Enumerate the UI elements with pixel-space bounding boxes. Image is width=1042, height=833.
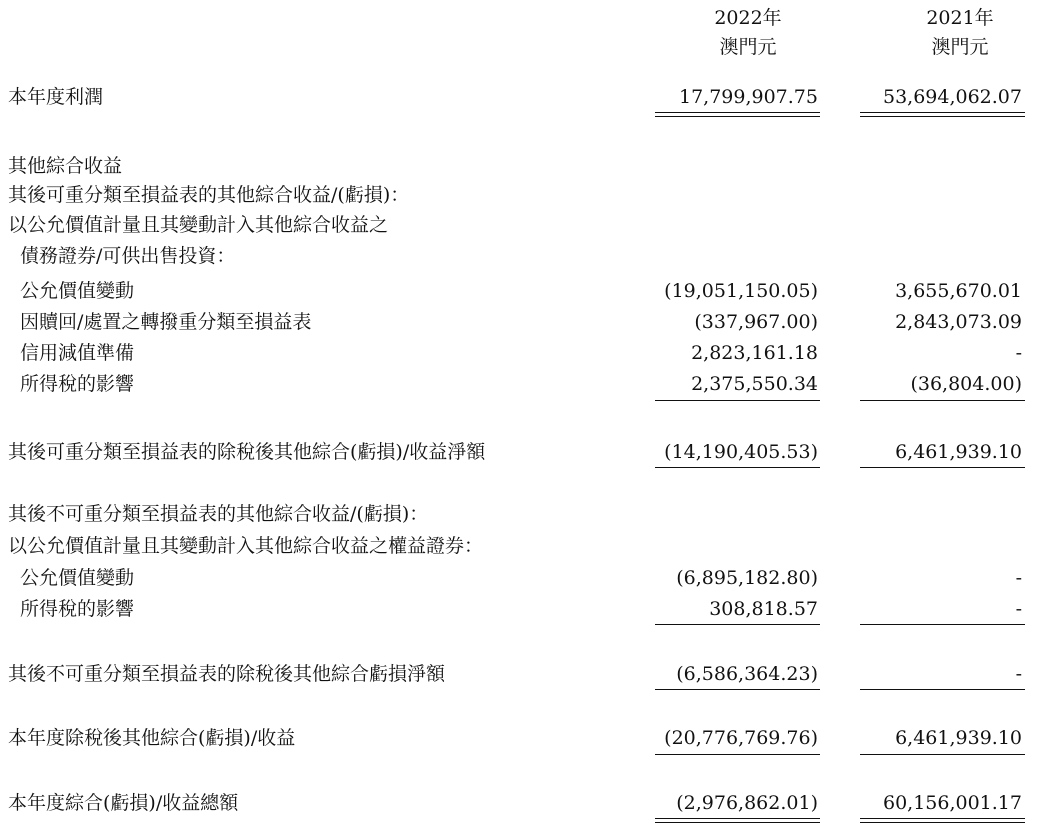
profit-2021-underline (860, 112, 1025, 113)
tax-effect-equity-label: 所得稅的影響 (20, 598, 135, 620)
reclassifiable-net-2022-underline (655, 467, 820, 468)
tax-effect-equity-2022-underline (655, 624, 820, 625)
non-reclassifiable-net-2022: (6,586,364.23) (676, 663, 818, 685)
credit-impairment-label: 信用減值準備 (20, 342, 135, 364)
oci-total-2022: (20,776,769.76) (664, 727, 818, 749)
profit-2022-underline (655, 112, 820, 113)
oci-total-2021-underline (860, 754, 1025, 755)
currency-2022-header: 澳門元 (719, 36, 777, 58)
tax-effect-equity-2021-underline (860, 624, 1025, 625)
fv-change-label: 公允價值變動 (20, 280, 135, 302)
total-comprehensive-2022-double-underline (655, 822, 820, 823)
total-comprehensive-label: 本年度綜合(虧損)/收益總額 (8, 792, 239, 814)
tax-effect-2022-underline (655, 400, 820, 401)
profit-label: 本年度利潤 (8, 86, 104, 108)
reclassifiable-heading: 其後可重分類至損益表的其他綜合收益/(虧損)： (8, 184, 410, 206)
profit-2022-double-underline (655, 116, 820, 117)
year-2021-header: 2021年 (926, 7, 994, 29)
oci-title: 其他綜合收益 (8, 155, 123, 177)
currency-2021-header: 澳門元 (931, 36, 989, 58)
reclassifiable-net-label: 其後可重分類至損益表的除稅後其他綜合(虧損)/收益淨額 (8, 441, 486, 463)
tax-effect-2021-underline (860, 400, 1025, 401)
reclassification-2021: 2,843,073.09 (895, 311, 1022, 333)
fv-change-equity-label: 公允價值變動 (20, 567, 135, 589)
reclassifiable-net-2021-underline (860, 467, 1025, 468)
non-reclassifiable-net-2021: - (1015, 663, 1022, 685)
total-comprehensive-2022-underline (655, 818, 820, 819)
profit-2021: 53,694,062.07 (882, 86, 1022, 108)
total-comprehensive-2022: (2,976,862.01) (676, 792, 818, 814)
profit-2022: 17,799,907.75 (678, 86, 818, 108)
profit-2021-double-underline (860, 116, 1025, 117)
tax-effect-equity-2022: 308,818.57 (709, 598, 818, 620)
fv-change-2021: 3,655,670.01 (895, 280, 1022, 302)
credit-impairment-2021: - (1015, 342, 1022, 364)
credit-impairment-2022: 2,823,161.18 (691, 342, 818, 364)
total-comprehensive-2021-double-underline (860, 822, 1025, 823)
total-comprehensive-2021: 60,156,001.17 (882, 792, 1022, 814)
tax-effect-label: 所得稅的影響 (20, 373, 135, 395)
oci-total-2022-underline (655, 754, 820, 755)
reclassification-label: 因贖回/處置之轉撥重分類至損益表 (20, 311, 312, 333)
non-reclassifiable-net-label: 其後不可重分類至損益表的除稅後其他綜合虧損淨額 (8, 663, 446, 685)
tax-effect-2022: 2,375,550.34 (691, 373, 818, 395)
year-2022-header: 2022年 (714, 7, 782, 29)
total-comprehensive-2021-underline (860, 818, 1025, 819)
reclassifiable-net-2022: (14,190,405.53) (664, 441, 818, 463)
fv-change-equity-2022: (6,895,182.80) (676, 567, 818, 589)
debt-securities-heading-line2: 債務證券/可供出售投資： (20, 245, 236, 267)
non-reclassifiable-heading: 其後不可重分類至損益表的其他綜合收益/(虧損)： (8, 503, 429, 525)
reclassification-2022: (337,967.00) (694, 311, 818, 333)
fv-change-2022: (19,051,150.05) (664, 280, 818, 302)
oci-total-2021: 6,461,939.10 (895, 727, 1022, 749)
fv-change-equity-2021: - (1015, 567, 1022, 589)
reclassifiable-net-2021: 6,461,939.10 (895, 441, 1022, 463)
non-reclassifiable-net-2021-underline (860, 689, 1025, 690)
tax-effect-2021: (36,804.00) (910, 373, 1022, 395)
non-reclassifiable-net-2022-underline (655, 689, 820, 690)
oci-total-label: 本年度除稅後其他綜合(虧損)/收益 (8, 727, 296, 749)
tax-effect-equity-2021: - (1015, 598, 1022, 620)
debt-securities-heading-line1: 以公允價值計量且其變動計入其他綜合收益之 (8, 214, 389, 236)
equity-securities-heading: 以公允價值計量且其變動計入其他綜合收益之權益證券： (8, 535, 484, 557)
